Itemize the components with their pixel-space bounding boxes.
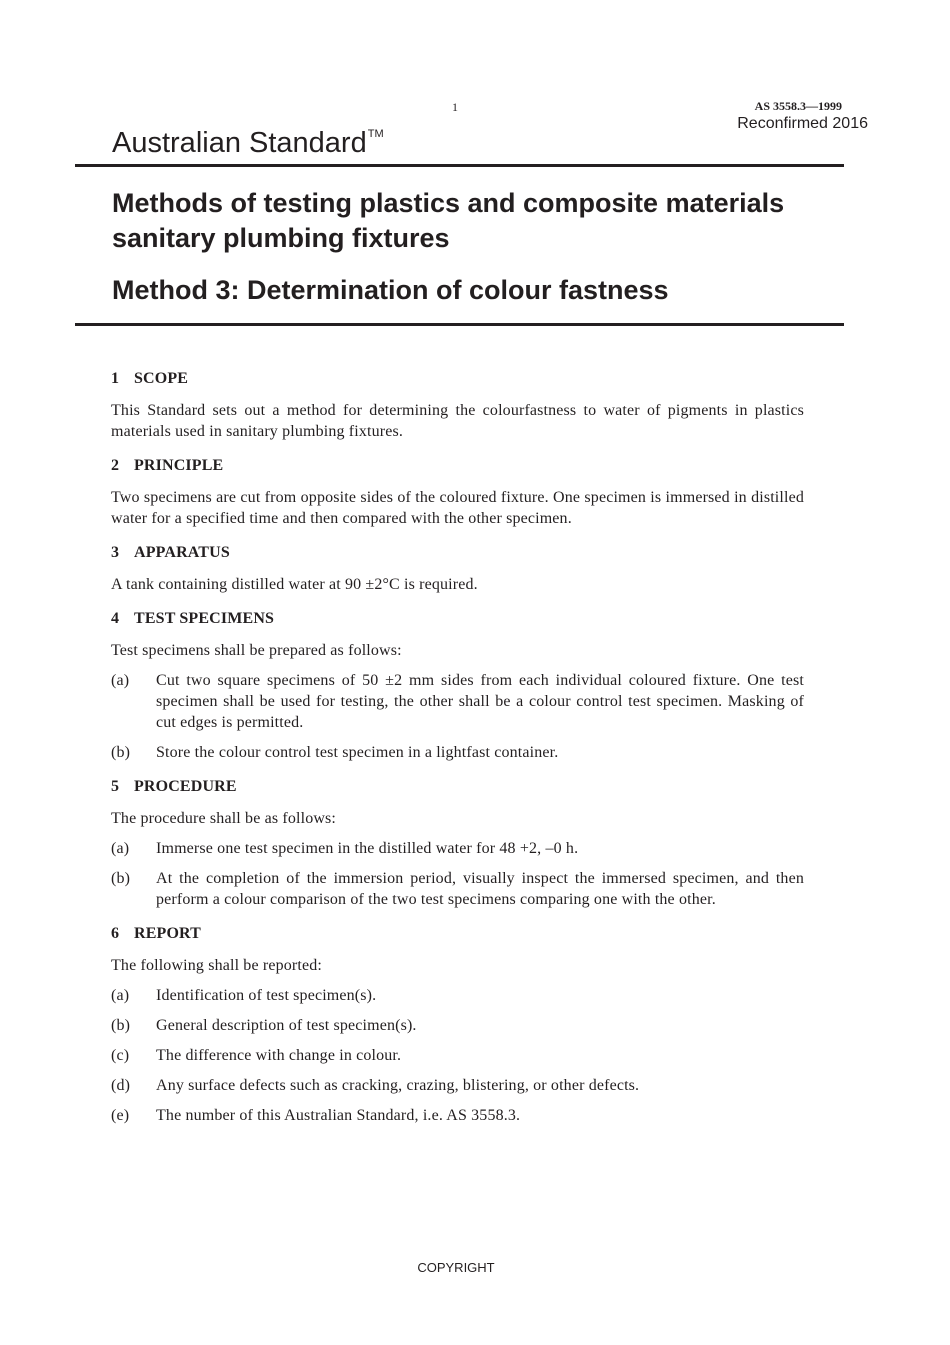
list-item [111, 670, 804, 733]
trademark-mark: TM [367, 128, 384, 140]
list-item [111, 868, 804, 910]
document-title: Methods of testing plastics and composite materials sanitary plumbing fixtures [112, 188, 785, 253]
section-test-specimens [111, 608, 804, 763]
item-text: Cut two square specimens of 50 ±2 mm sides from each individual coloured fixture. One test specimen shall be used for testing, the other shall be a colour control test specimen. Masking of cut edges is permitted. [156, 672, 804, 731]
section-heading [111, 923, 804, 944]
item-label: (a) [111, 987, 130, 1004]
method-title: Method 3: Determination of colour fastness [112, 275, 669, 305]
section-intro: Test specimens shall be prepared as follows: [111, 642, 402, 659]
item-label: (b) [111, 744, 131, 761]
reconfirmed-label: Reconfirmed 2016 [737, 115, 868, 132]
bottom-rule [75, 323, 844, 326]
item-label: (a) [111, 672, 130, 689]
brand-title [112, 116, 384, 161]
item-label: (a) [111, 840, 130, 857]
brand-text: Australian Standard [112, 127, 367, 159]
item-label: (b) [111, 1017, 131, 1034]
top-rule [75, 164, 844, 167]
section-text: This Standard sets out a method for determining the colourfastness to water of pigments in plastics materials used in sanitary plumbing fixtures. [111, 402, 804, 440]
section-intro: The procedure shall be as follows: [111, 810, 337, 827]
list-item [111, 742, 804, 763]
item-text: The difference with change in colour. [156, 1047, 402, 1064]
standard-number: AS 3558.3—1999 [754, 99, 842, 113]
section-title: PROCEDURE [134, 778, 237, 795]
item-text: Identification of test specimen(s). [156, 987, 377, 1004]
item-text: Any surface defects such as cracking, crazing, blistering, or other defects. [156, 1077, 640, 1094]
section-heading [111, 608, 804, 629]
list-item [111, 985, 804, 1006]
document-body [111, 368, 804, 1139]
item-text: At the completion of the immersion period, visually inspect the immersed specimen, and then perform a colour comparison of the two test specimens comparing one with the other. [156, 870, 804, 908]
item-text: General description of test specimen(s). [156, 1017, 417, 1034]
section-heading [111, 542, 804, 563]
section-title: TEST SPECIMENS [134, 610, 275, 627]
section-procedure [111, 776, 804, 910]
section-heading [111, 455, 804, 476]
item-label: (c) [111, 1047, 130, 1064]
section-principle [111, 455, 804, 529]
section-number: 2 [111, 457, 120, 474]
section-apparatus [111, 542, 804, 595]
list-item [111, 838, 804, 859]
section-text: A tank containing distilled water at 90 ±2°C is required. [111, 576, 478, 593]
item-text: Immerse one test specimen in the distilled water for 48 +2, –0 h. [156, 840, 579, 857]
list-item [111, 1075, 804, 1096]
section-title: REPORT [134, 925, 202, 942]
item-label: (d) [111, 1077, 131, 1094]
page-number: 1 [452, 100, 458, 114]
section-title: SCOPE [134, 370, 189, 387]
section-number: 5 [111, 778, 120, 795]
section-heading [111, 776, 804, 797]
section-heading [111, 368, 804, 389]
section-text: Two specimens are cut from opposite sides of the coloured fixture. One specimen is immersed in distilled water for a specified time and then compared with the other specimen. [111, 489, 804, 527]
list-item [111, 1105, 804, 1126]
section-number: 1 [111, 370, 120, 387]
item-text: The number of this Australian Standard, i.e. AS 3558.3. [156, 1107, 521, 1124]
section-scope [111, 368, 804, 442]
item-label: (e) [111, 1107, 130, 1124]
section-title: APPARATUS [134, 544, 230, 561]
list-item [111, 1015, 804, 1036]
section-number: 4 [111, 610, 120, 627]
section-intro: The following shall be reported: [111, 957, 322, 974]
list-item [111, 1045, 804, 1066]
section-number: 6 [111, 925, 120, 942]
section-title: PRINCIPLE [134, 457, 224, 474]
section-number: 3 [111, 544, 120, 561]
copyright-footer: COPYRIGHT [417, 1260, 495, 1275]
section-report [111, 923, 804, 1126]
item-label: (b) [111, 870, 131, 887]
item-text: Store the colour control test specimen in a lightfast container. [156, 744, 559, 761]
